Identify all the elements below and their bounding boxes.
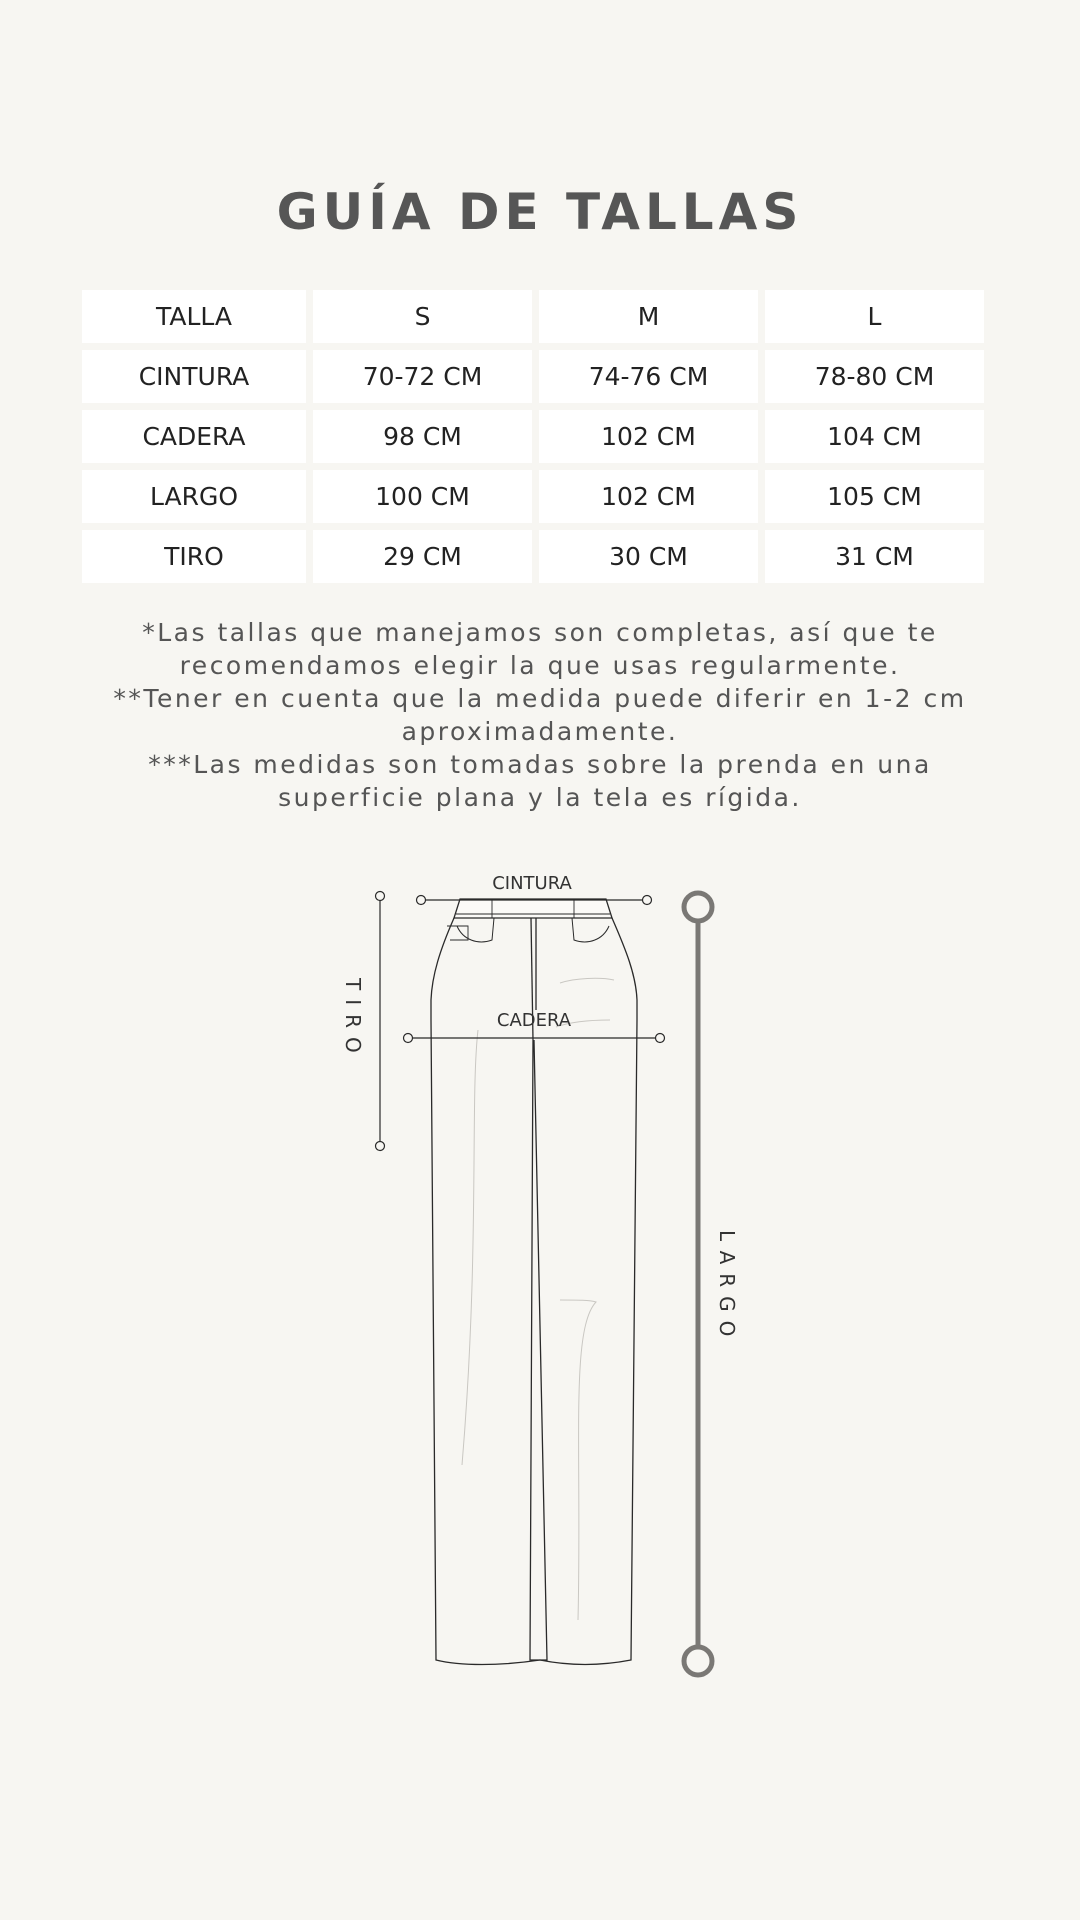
header-cell-m: M: [539, 290, 758, 343]
header-cell-talla: TALLA: [82, 290, 306, 343]
note-complete-sizes: *Las tallas que manejamos son completas, así que te recomendamos elegir la que usas regularmente.: [142, 618, 938, 680]
row-label: LARGO: [82, 470, 306, 523]
page-title: GUÍA DE TALLAS: [276, 183, 804, 241]
table-cell: 70-72 CM: [313, 350, 532, 403]
largo-label: LARGO: [715, 1230, 739, 1346]
largo-measure: [684, 893, 712, 1675]
note-flat-measurement: ***Las medidas son tomadas sobre la prenda en una superficie plana y la tela es rígida.: [148, 750, 932, 812]
header-cell-s: S: [313, 290, 532, 343]
table-cell: 31 CM: [765, 530, 984, 583]
note-measure-variance: **Tener en cuenta que la medida puede diferir en 1-2 cm aproximadamente.: [113, 684, 967, 746]
row-label: CINTURA: [82, 350, 306, 403]
cintura-label: CINTURA: [492, 873, 572, 894]
row-label: CADERA: [82, 410, 306, 463]
table-cell: 30 CM: [539, 530, 758, 583]
cadera-label: CADERA: [496, 1010, 572, 1031]
header-cell-l: L: [765, 290, 984, 343]
table-cell: 105 CM: [765, 470, 984, 523]
tiro-label: TIRO: [341, 978, 365, 1062]
table-cell: 100 CM: [313, 470, 532, 523]
table-cell: 29 CM: [313, 530, 532, 583]
table-cell: 74-76 CM: [539, 350, 758, 403]
fabric-creases: [462, 978, 614, 1620]
row-label: TIRO: [82, 530, 306, 583]
tiro-measure: [376, 892, 385, 1151]
table-cell: 102 CM: [539, 470, 758, 523]
table-cell: 102 CM: [539, 410, 758, 463]
table-cell: 104 CM: [765, 410, 984, 463]
table-cell: 78-80 CM: [765, 350, 984, 403]
table-cell: 98 CM: [313, 410, 532, 463]
